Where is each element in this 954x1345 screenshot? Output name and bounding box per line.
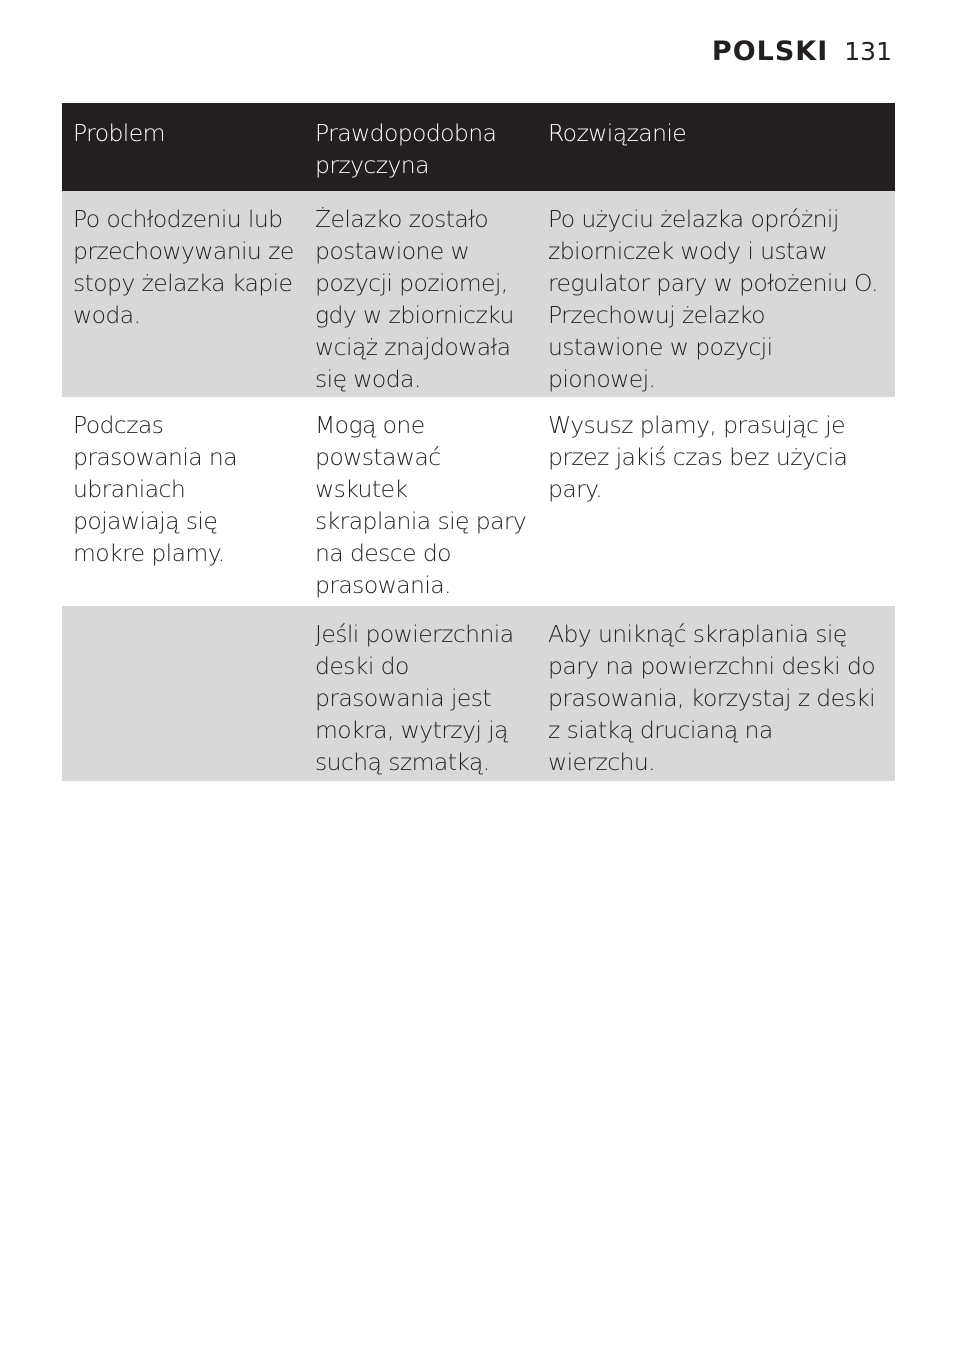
cell-solution: Aby uniknąć skraplania się pary na powierzchni deski do prasowania, korzystaj z deski z siatką drucianą na wierzchu.	[548, 620, 876, 776]
cell-solution: Po użyciu żelazka opróżnij zbiorniczek wody i ustaw regulator pary w położeniu O. Przechowuj żelazko ustawione w pozycji pionowej.	[548, 205, 878, 393]
page-header	[712, 36, 892, 67]
language-label: POLSKI	[711, 36, 829, 67]
cell-problem: Po ochłodzeniu lub przechowywaniu ze stopy żelazka kapie woda.	[73, 205, 294, 329]
cell-problem: Podczas prasowania na ubraniach pojawiają się mokre plamy.	[73, 411, 238, 567]
column-header-problem: Problem	[73, 119, 165, 147]
cell-cause: Jeśli powierzchnia deski do prasowania jest mokra, wytrzyj ją suchą szmatką.	[315, 620, 514, 776]
column-header-cause: Prawdopodobna przyczyna	[315, 119, 497, 179]
table-row	[62, 397, 895, 606]
troubleshooting-table	[62, 103, 895, 781]
column-header-solution: Rozwiązanie	[548, 119, 687, 147]
table-row	[62, 191, 895, 397]
table-row	[62, 606, 895, 781]
cell-solution: Wysusz plamy, prasując je przez jakiś czas bez użycia pary.	[548, 411, 848, 503]
page-number: 131	[844, 37, 892, 66]
table-header-row	[62, 103, 895, 191]
cell-cause: Żelazko zostało postawione w pozycji poziomej, gdy w zbiorniczku wciąż znajdowała się woda.	[315, 205, 514, 393]
cell-problem	[62, 606, 304, 781]
cell-cause: Mogą one powstawać wskutek skraplania się pary na desce do prasowania.	[315, 411, 527, 599]
